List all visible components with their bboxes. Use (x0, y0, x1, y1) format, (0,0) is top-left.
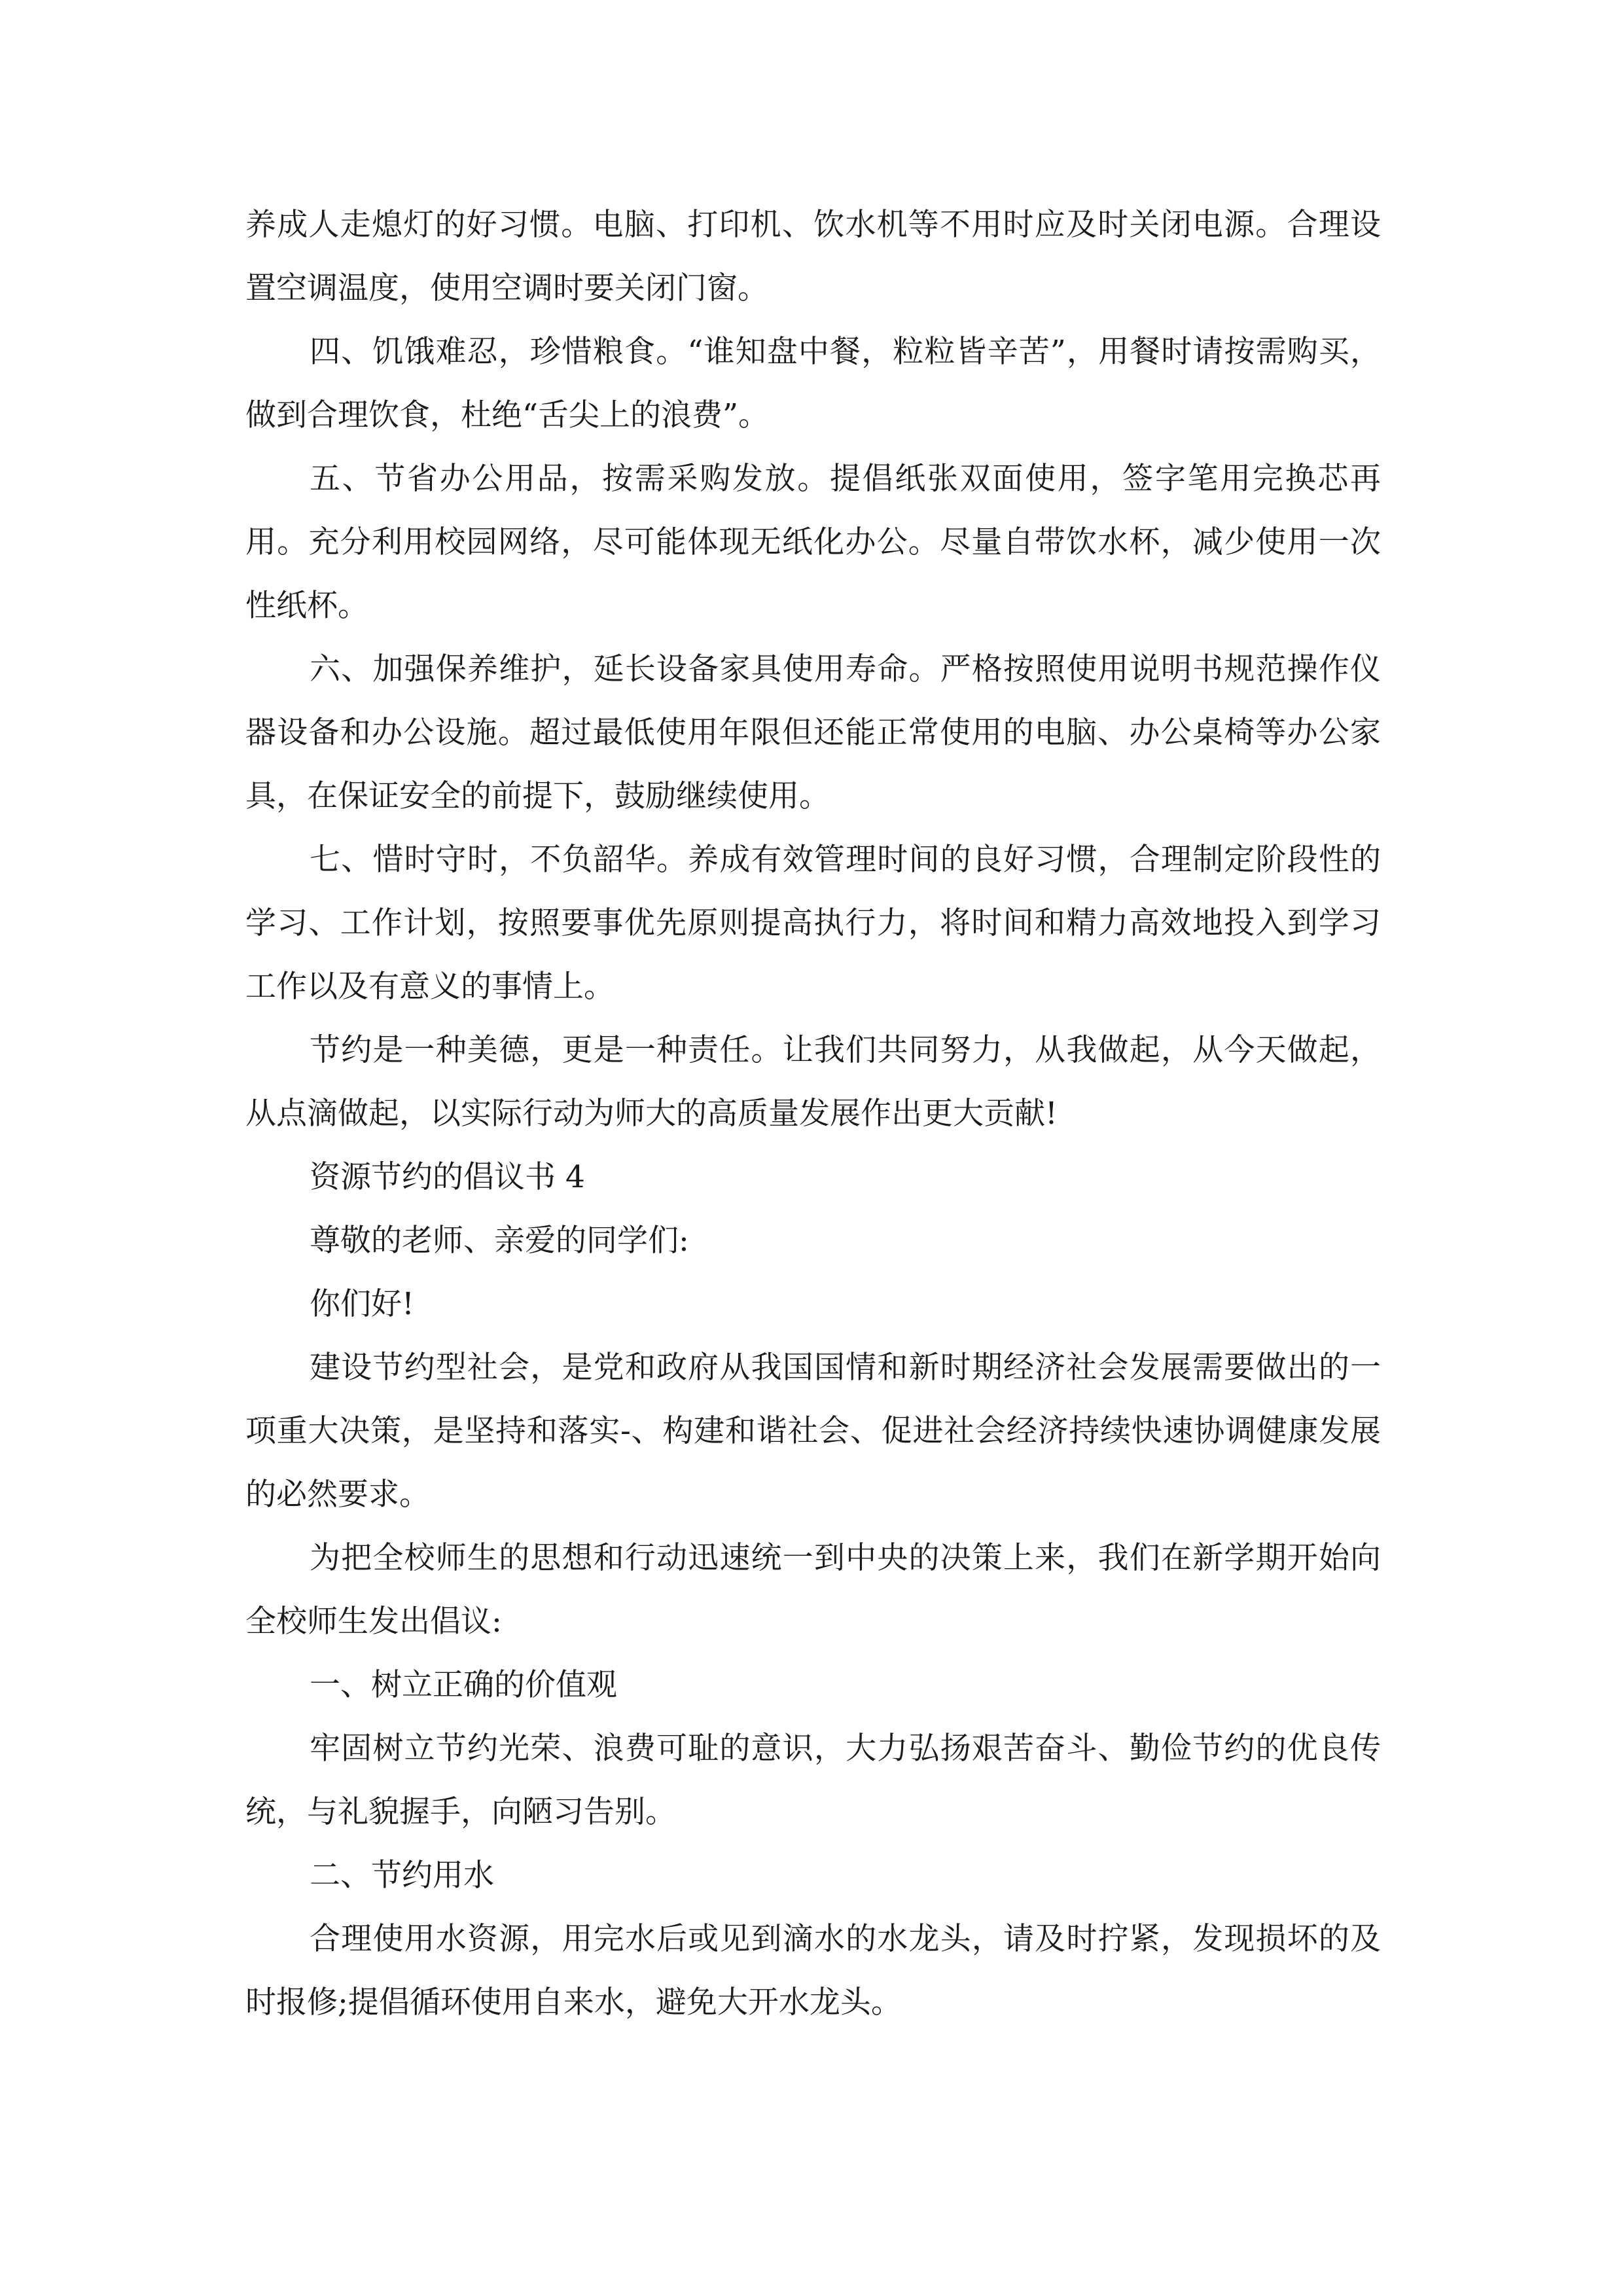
paragraph-values: 牢固树立节约光荣、浪费可耻的意识，大力弘扬艰苦奋斗、勤俭节约的优良传统，与礼貌握手，向陋习告别。 (245, 1731, 1381, 1830)
heading-values: 一、树立正确的价值观 (310, 1667, 617, 1703)
paragraph-cherish-food: 四、饥饿难忍，珍惜粮食。“谁知盘中餐，粒粒皆辛苦”，用餐时请按需购买，做到合理饮食，杜绝“舌尖上的浪费”。 (245, 334, 1381, 433)
document-page (245, 193, 1381, 2034)
paragraph-equipment-maintenance: 六、加强保养维护，延长设备家具使用寿命。严格按照使用说明书规范操作仪器设备和办公设施。超过最低使用年限但还能正常使用的电脑、办公桌椅等办公家具，在保证安全的前提下，鼓励继续使用。 (245, 651, 1381, 814)
paragraph-closing-call: 节约是一种美德，更是一种责任。让我们共同努力，从我做起，从今天做起，从点滴做起，以实际行动为师大的高质量发展作出更大贡献! (245, 1032, 1381, 1132)
section-title-proposal-4: 资源节约的倡议书 4 (310, 1159, 585, 1195)
heading-save-water: 二、节约用水 (310, 1857, 494, 1893)
paragraph-conservation-society: 建设节约型社会，是党和政府从我国国情和新时期经济社会发展需要做出的一项重大决策，是坚持和落实-、构建和谐社会、促进社会经济持续快速协调健康发展的必然要求。 (245, 1350, 1381, 1513)
paragraph-time-management: 七、惜时守时，不负韶华。养成有效管理时间的良好习惯，合理制定阶段性的学习、工作计划，按照要事优先原则提高执行力，将时间和精力高效地投入到学习工作以及有意义的事情上。 (245, 842, 1381, 1005)
paragraph-save-water: 合理使用水资源，用完水后或见到滴水的水龙头，请及时拧紧，发现损坏的及时报修;提倡循环使用自来水，避免大开水龙头。 (245, 1921, 1381, 2020)
paragraph-office-supplies: 五、节省办公用品，按需采购发放。提倡纸张双面使用，签字笔用完换芯再用。充分利用校园网络，尽可能体现无纸化办公。尽量自带饮水杯，减少使用一次性纸杯。 (245, 461, 1381, 624)
paragraph-energy-habits: 养成人走熄灯的好习惯。电脑、打印机、饮水机等不用时应及时关闭电源。合理设置空调温度，使用空调时要关闭门窗。 (245, 207, 1381, 306)
salutation: 尊敬的老师、亲爱的同学们: (310, 1223, 689, 1259)
paragraph-proposal-intro: 为把全校师生的思想和行动迅速统一到中央的决策上来，我们在新学期开始向全校师生发出倡议: (245, 1540, 1381, 1640)
greeting: 你们好! (310, 1286, 414, 1322)
